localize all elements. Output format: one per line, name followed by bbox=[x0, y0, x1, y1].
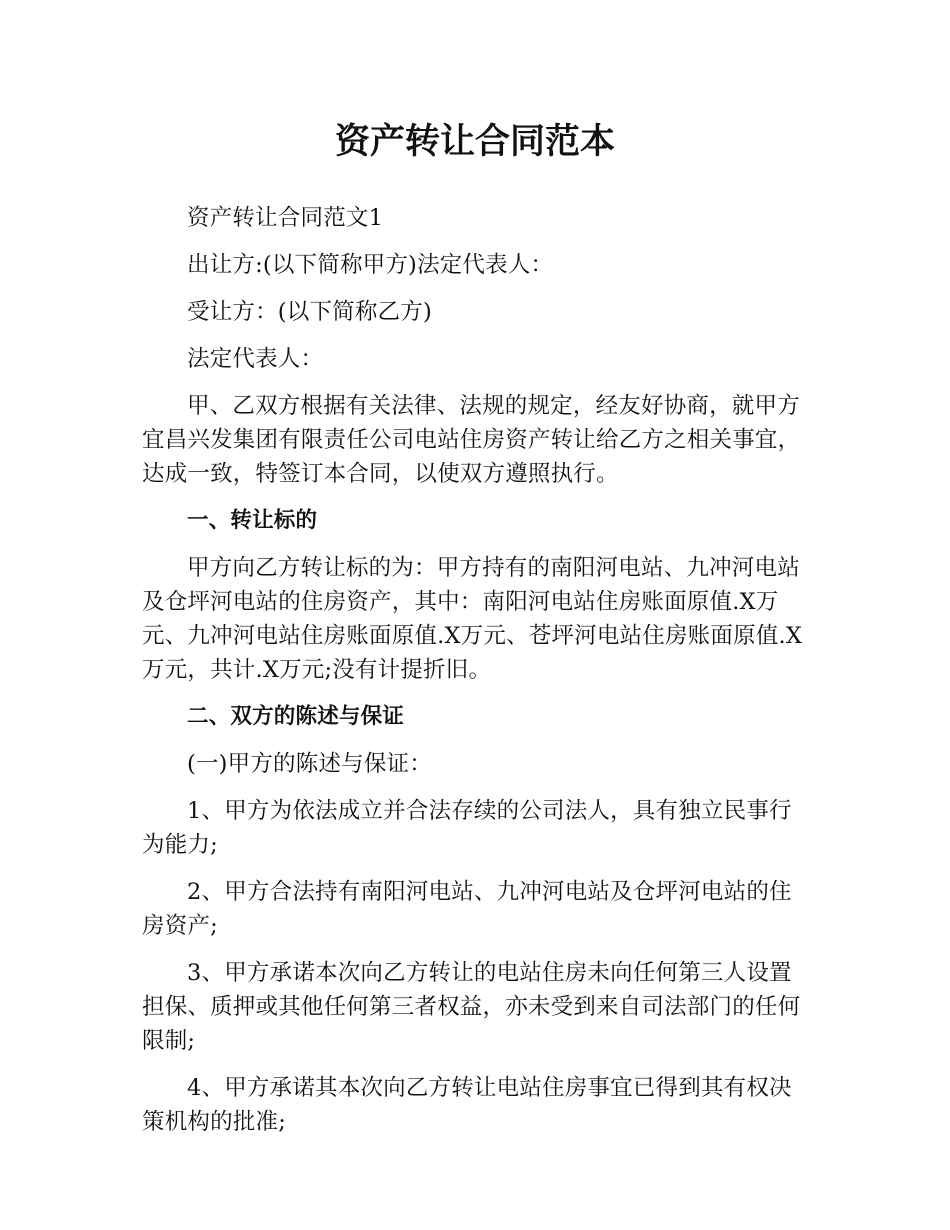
paragraph-4: 法定代表人： bbox=[187, 346, 324, 372]
paragraph-9: 2、甲方合法持有南阳河电站、九冲河电站及仓坪河电站的住房资产; bbox=[142, 879, 792, 939]
paragraph-6: 甲方向乙方转让标的为：甲方持有的南阳河电站、九冲河电站及仓坪河电站的住房资产，其中：南阳河电站住房账面原值.X万元、九冲河电站住房账面原值.X万元、苍坪河电站住房账面原值.X万元，共计.X万元;没有计提折旧。 bbox=[142, 555, 803, 683]
section-heading-2: 二、双方的陈述与保证 bbox=[187, 704, 405, 729]
document-body bbox=[142, 201, 814, 1152]
paragraph-1: 资产转让合同范文1 bbox=[187, 205, 384, 231]
paragraph-2: 出让方:(以下简称甲方)法定代表人： bbox=[187, 252, 554, 278]
paragraph-8: 1、甲方为依法成立并合法存续的公司法人，具有独立民事行为能力; bbox=[142, 798, 792, 858]
paragraph-11: 4、甲方承诺其本次向乙方转让电站住房事宜已得到其有权决策机构的批准; bbox=[142, 1075, 792, 1135]
section-heading-1: 一、转让标的 bbox=[187, 508, 318, 533]
document-title: 资产转让合同范本 bbox=[334, 122, 615, 162]
paragraph-7: (一)甲方的陈述与保证： bbox=[187, 751, 432, 777]
paragraph-3: 受让方：(以下简称乙方) bbox=[187, 299, 432, 325]
paragraph-5: 甲、乙双方根据有关法律、法规的规定，经友好协商，就甲方宜昌兴发集团有限责任公司电站住房资产转让给乙方之相关事宜，达成一致，特签订本合同，以使双方遵照执行。 bbox=[142, 393, 801, 487]
paragraph-10: 3、甲方承诺本次向乙方转让的电站住房未向任何第三人设置担保、质押或其他任何第三者权益，亦未受到来自司法部门的任何限制; bbox=[142, 960, 801, 1054]
